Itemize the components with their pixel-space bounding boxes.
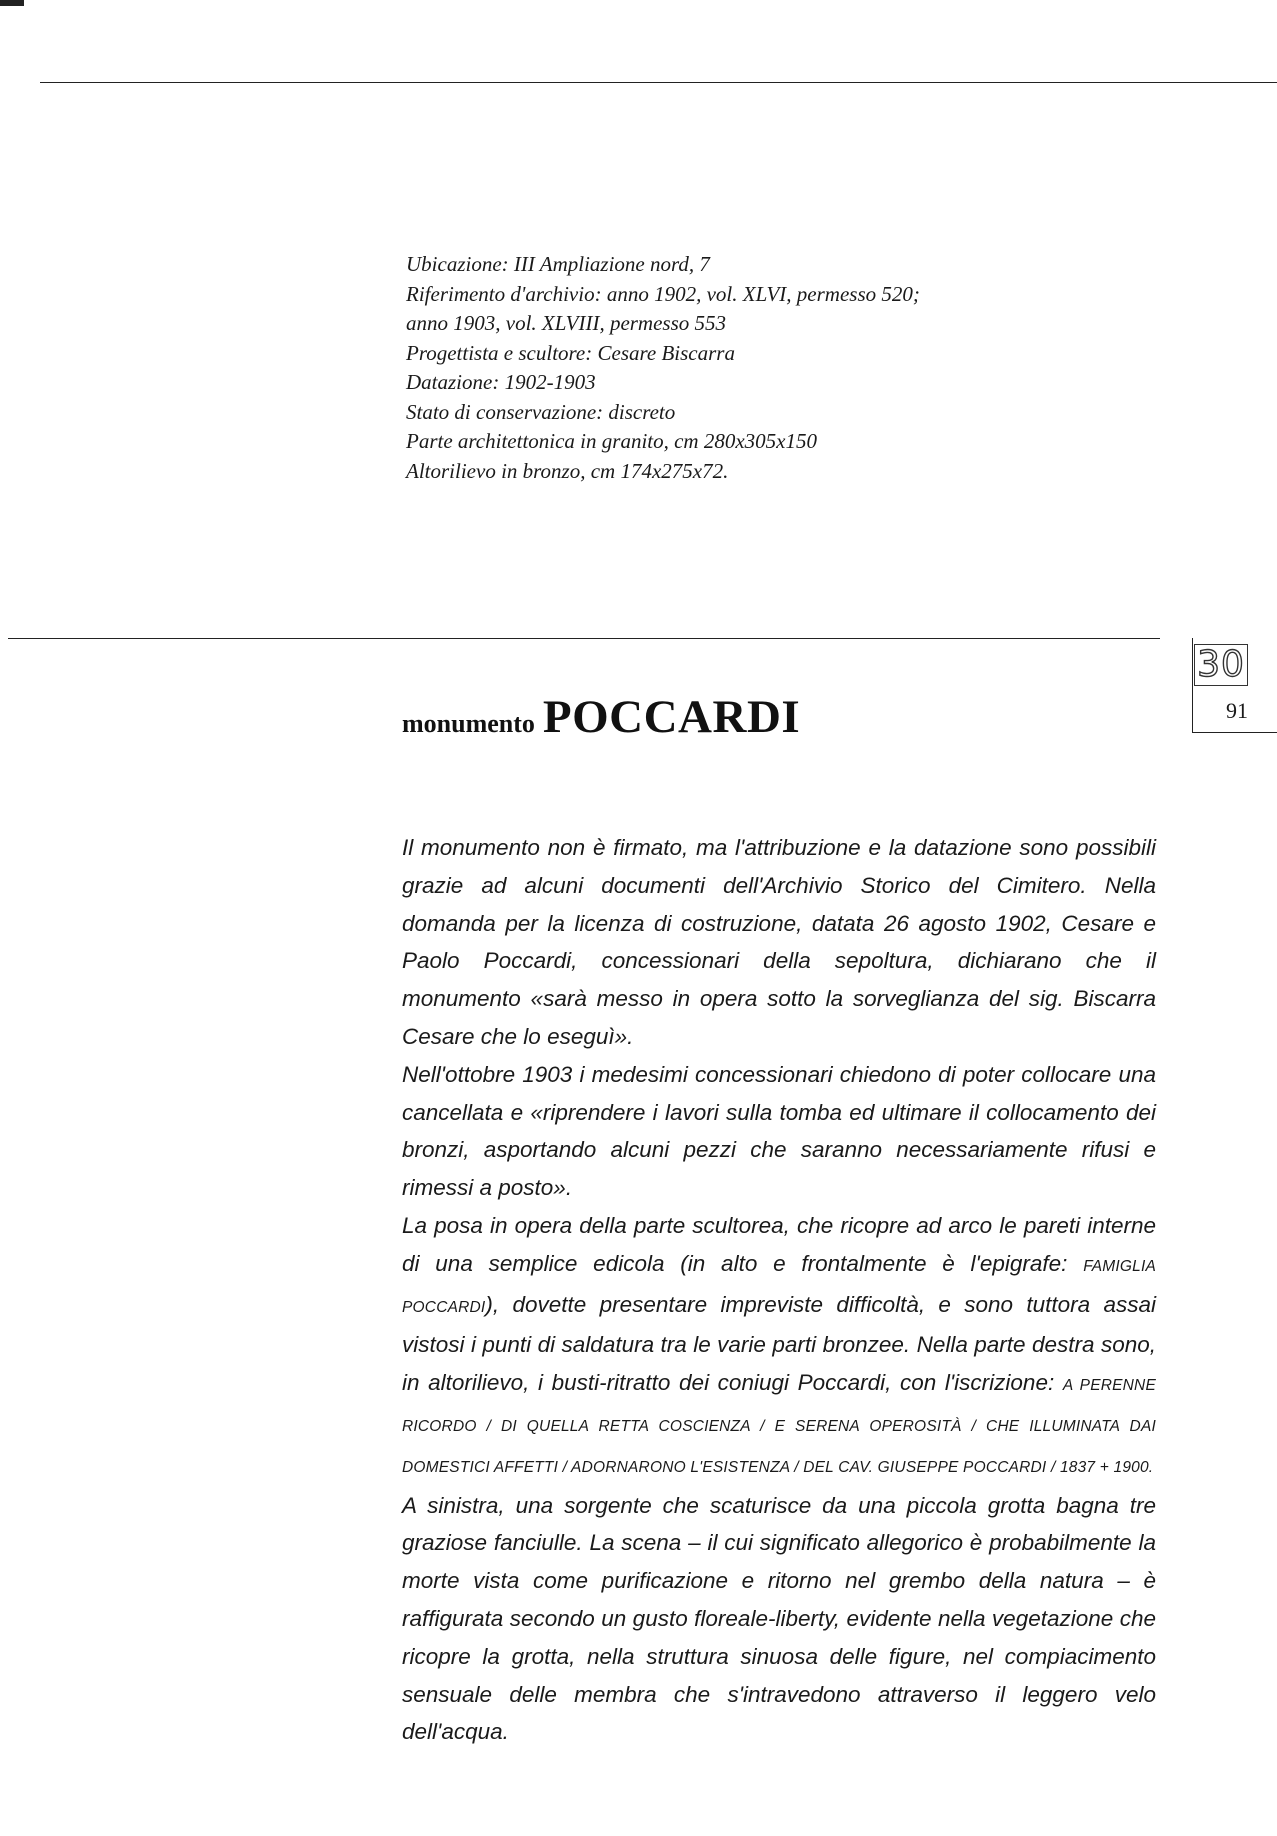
body-text: [402, 829, 1156, 1751]
body-text-run: ), dovette presentare impreviste difficoltà, e sono tuttora assai vistosi i punti di saldatura tra le varie parti bronzee. Nella parte destra sono, in altorilievo, i busti-ritratto dei coniugi Poccardi, con l'iscrizione:: [402, 1291, 1156, 1396]
entry-number-badge: 30: [1194, 644, 1248, 686]
body-paragraph: Il monumento non è firmato, ma l'attribuzione e la datazione sono possibili grazie ad alcuni documenti dell'Archivio Storico del Cimitero. Nella domanda per la licenza di costruzione, datata 26 agosto 1902, Cesare e Paolo Poccardi, concessionari della sepoltura, dichiarano che il monumento «sarà messo in opera sotto la sorveglianza del sig. Biscarra Cesare che lo eseguì».: [402, 835, 1156, 1049]
info-condition: Stato di conservazione: discreto: [406, 399, 676, 424]
top-rule: [40, 82, 1277, 83]
page-number: 91: [1226, 698, 1248, 723]
monument-info-block: [406, 250, 1106, 486]
title-prefix: monumento: [402, 709, 535, 738]
info-designer: Progettista e scultore: Cesare Biscarra: [406, 340, 735, 365]
page-title: [402, 690, 800, 744]
info-archive-reference: Riferimento d'archivio: anno 1902, vol. XLVI, permesso 520;: [406, 281, 920, 306]
section-rule: [8, 638, 1160, 639]
body-paragraph: [402, 1207, 1156, 1487]
body-text-run: La posa in opera della parte scultorea, che ricopre ad arco le pareti interne di una semplice edicola (in alto e frontalmente è l'epigrafe:: [402, 1212, 1156, 1276]
info-relief-size: Altorilievo in bronzo, cm 174x275x72.: [406, 458, 729, 483]
scan-corner-mark: [0, 0, 24, 6]
body-paragraph: Nell'ottobre 1903 i medesimi concessionari chiedono di poter collocare una cancellata e «riprendere i lavori sulla tomba ed ultimare il collocamento dei bronzi, asportando alcuni pezzi che saranno necessariamente rifusi e rimessi a posto».: [402, 1061, 1156, 1201]
body-paragraph: A sinistra, una sorgente che scaturisce da una piccola grotta bagna tre graziose fanciulle. La scena – il cui significato allegorico è probabilmente la morte vista come purificazione e ritorno nel grembo della natura – è raffigurata secondo un gusto floreale-liberty, evidente nella vegetazione che ricopre la grotta, nella struttura sinuosa delle figure, nel compiacimento sensuale delle membra che s'intravedono attraverso il leggero velo dell'acqua.: [402, 1492, 1156, 1745]
epigraph-text: FAMIGLIA POCCARDI: [402, 1257, 1156, 1316]
info-architecture-size: Parte architettonica in granito, cm 280x305x150: [406, 429, 817, 453]
inscription-text: A PERENNE RICORDO / DI QUELLA RETTA COSCIENZA / E SERENA OPEROSITÀ / CHE ILLUMINATA DAI DOMESTICI AFFETTI / ADORNARONO L'ESISTENZA / DEL CAV. GIUSEPPE POCCARDI / 1837 + 1900.: [402, 1377, 1156, 1476]
info-archive-reference-cont: anno 1903, vol. XLVIII, permesso 553: [406, 311, 727, 335]
info-dating: Datazione: 1902-1903: [406, 370, 596, 394]
info-location: Ubicazione: III Ampliazione nord, 7: [406, 252, 710, 276]
title-name: POCCARDI: [542, 691, 801, 743]
